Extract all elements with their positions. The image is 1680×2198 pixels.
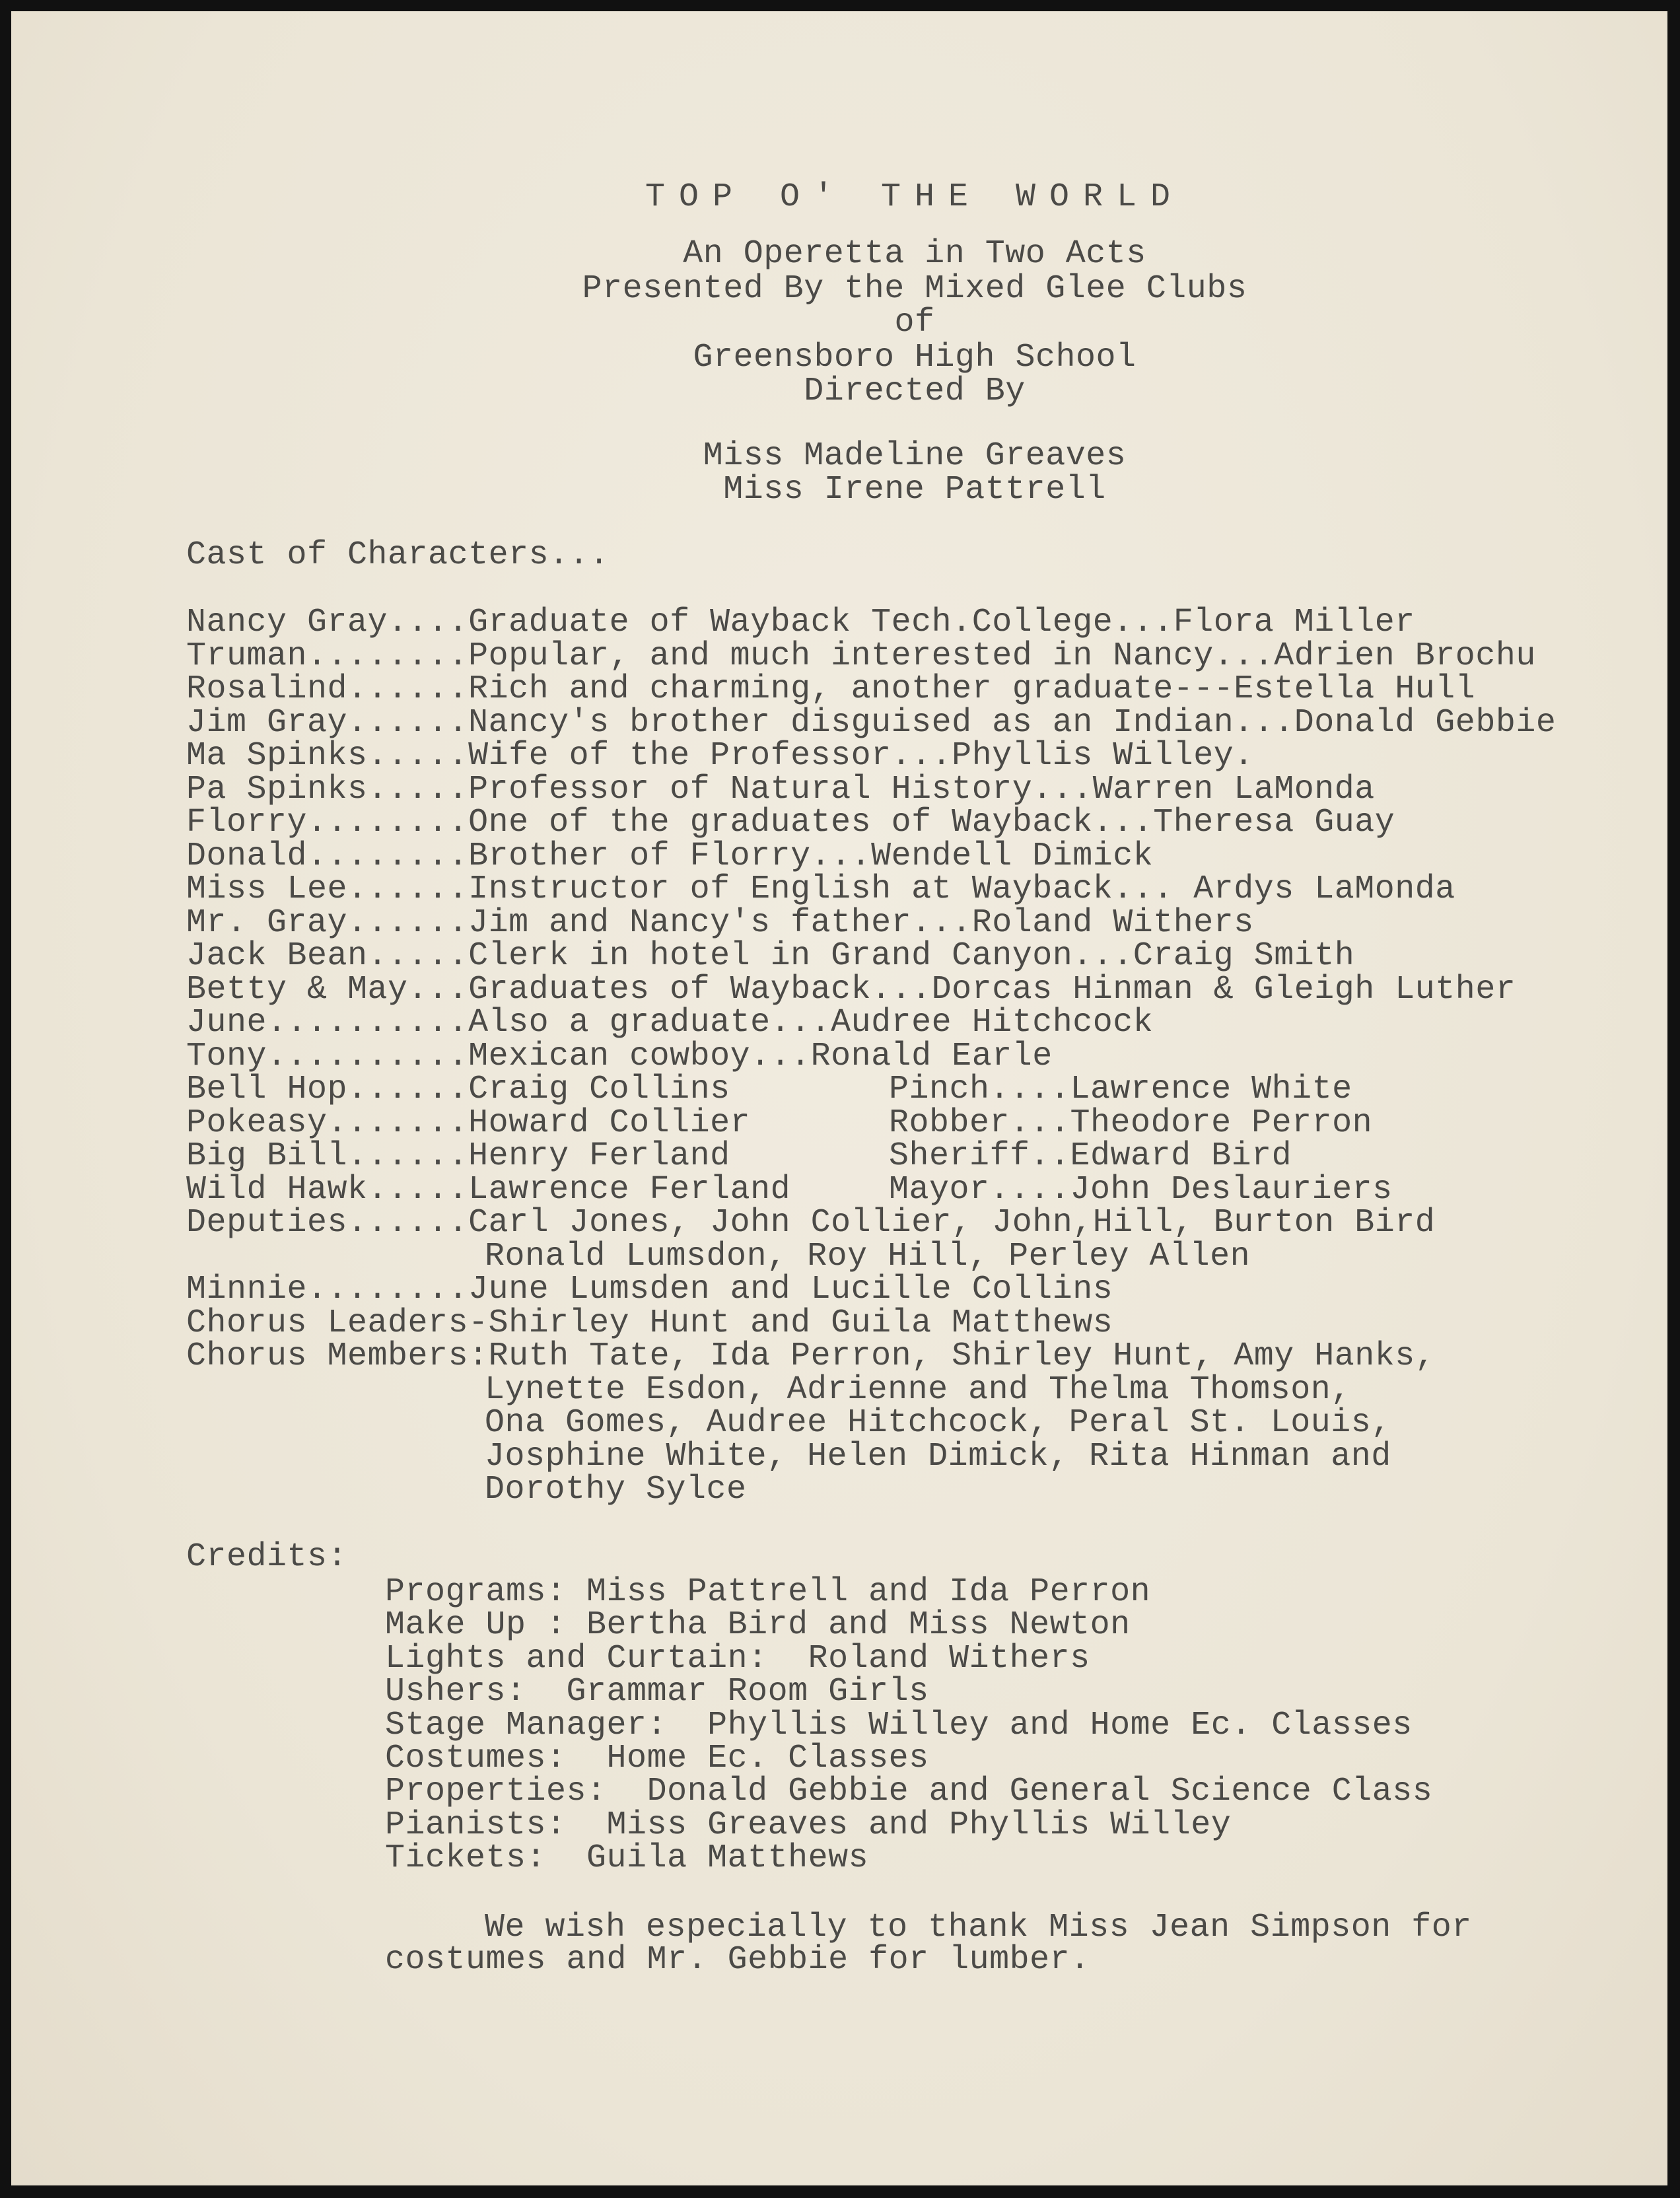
header-line: of: [894, 304, 935, 341]
credit-entry: Tickets: Guila Matthews: [385, 1839, 869, 1878]
cast-entry: Rosalind......Rich and charming, another graduate---Estella Hull: [186, 670, 1476, 708]
cast-entry: Betty & May...Graduates of Wayback...Dorcas Hinman & Gleigh Luther: [186, 970, 1516, 1009]
cast-entry: Big Bill......Henry Ferland: [186, 1137, 730, 1175]
cast-entry-continued: Dorothy Sylce: [485, 1471, 747, 1508]
cast-entry: Minnie........June Lumsden and Lucille Collins: [186, 1271, 1113, 1308]
cast-entry-continued: Lynette Esdon, Adrienne and Thelma Thomson,: [485, 1370, 1351, 1409]
cast-entry: Mr. Gray......Jim and Nancy's father...Roland Withers: [186, 904, 1254, 942]
cast-entry: Jim Gray......Nancy's brother disguised as an Indian...Donald Gebbie: [186, 703, 1557, 742]
cast-entry: June..........Also a graduate...Audree Hitchcock: [186, 1004, 1154, 1042]
cast-entry: Tony..........Mexican cowboy...Ronald Earle: [186, 1037, 1053, 1075]
director-name: Miss Madeline Greaves: [703, 437, 1127, 475]
cast-entry-paired: Sheriff..Edward Bird: [889, 1137, 1292, 1175]
cast-entry: Bell Hop......Craig Collins: [186, 1071, 730, 1108]
cast-entry: Jack Bean.....Clerk in hotel in Grand Canyon...Craig Smith: [186, 937, 1355, 975]
cast-entry: Donald........Brother of Florry...Wendell Dimick: [186, 837, 1154, 875]
cast-entry: Miss Lee......Instructor of English at Wayback... Ardys LaMonda: [186, 870, 1455, 908]
cast-entry-continued: Ona Gomes, Audree Hitchcock, Peral St. Louis,: [485, 1404, 1391, 1442]
cast-entry-paired: Mayor....John Deslauriers: [889, 1170, 1393, 1209]
cast-entry: Chorus Leaders-Shirley Hunt and Guila Matthews: [186, 1304, 1113, 1342]
cast-entry: Truman........Popular, and much interested in Nancy...Adrien Brochu: [186, 637, 1536, 675]
header-line: An Operetta in Two Acts: [683, 235, 1146, 273]
cast-entry: Deputies......Carl Jones, John Collier, John,Hill, Burton Bird: [186, 1204, 1436, 1242]
credit-entry: Ushers: Grammar Room Girls: [385, 1673, 929, 1711]
credit-entry: Costumes: Home Ec. Classes: [385, 1740, 929, 1777]
credit-entry: Properties: Donald Gebbie and General Science Class: [385, 1773, 1433, 1811]
credit-entry: Programs: Miss Pattrell and Ida Perron: [385, 1573, 1151, 1611]
director-name: Miss Irene Pattrell: [723, 471, 1106, 509]
document-title: TOP O' THE WORLD: [645, 178, 1185, 216]
credit-entry: Stage Manager: Phyllis Willey and Home Ec. Classes: [385, 1706, 1413, 1744]
header-line: Presented By the Mixed Glee Clubs: [582, 270, 1247, 308]
header-line: Directed By: [804, 372, 1026, 410]
cast-entry-paired: Robber...Theodore Perron: [889, 1104, 1373, 1142]
cast-entry-paired: Pinch....Lawrence White: [889, 1071, 1352, 1108]
cast-entry: Chorus Members:Ruth Tate, Ida Perron, Shirley Hunt, Amy Hanks,: [186, 1337, 1436, 1375]
cast-entry: Pa Spinks.....Professor of Natural History...Warren LaMonda: [186, 770, 1375, 808]
cast-entry-continued: Ronald Lumsdon, Roy Hill, Perley Allen: [485, 1237, 1251, 1275]
cast-heading: Cast of Characters...: [186, 536, 610, 574]
thanks-line: costumes and Mr. Gebbie for lumber.: [385, 1941, 1090, 1979]
credit-entry: Lights and Curtain: Roland Withers: [385, 1639, 1090, 1678]
credit-entry: Make Up : Bertha Bird and Miss Newton: [385, 1606, 1131, 1645]
thanks-line: We wish especially to thank Miss Jean Simpson for: [485, 1909, 1472, 1946]
cast-entry-continued: Josphine White, Helen Dimick, Rita Hinman and: [485, 1437, 1391, 1475]
cast-entry: Florry........One of the graduates of Wayback...Theresa Guay: [186, 804, 1395, 841]
credit-entry: Pianists: Miss Greaves and Phyllis Willey: [385, 1806, 1232, 1844]
cast-entry: Ma Spinks.....Wife of the Professor...Phyllis Willey.: [186, 737, 1254, 775]
cast-entry: Pokeasy.......Howard Collier: [186, 1104, 751, 1142]
cast-entry: Nancy Gray....Graduate of Wayback Tech.College...Flora Miller: [186, 604, 1415, 641]
document-page: [11, 11, 1667, 2185]
header-line: Greensboro High School: [693, 339, 1137, 376]
credits-heading: Credits:: [186, 1538, 348, 1576]
cast-entry: Wild Hawk.....Lawrence Ferland: [186, 1170, 791, 1209]
